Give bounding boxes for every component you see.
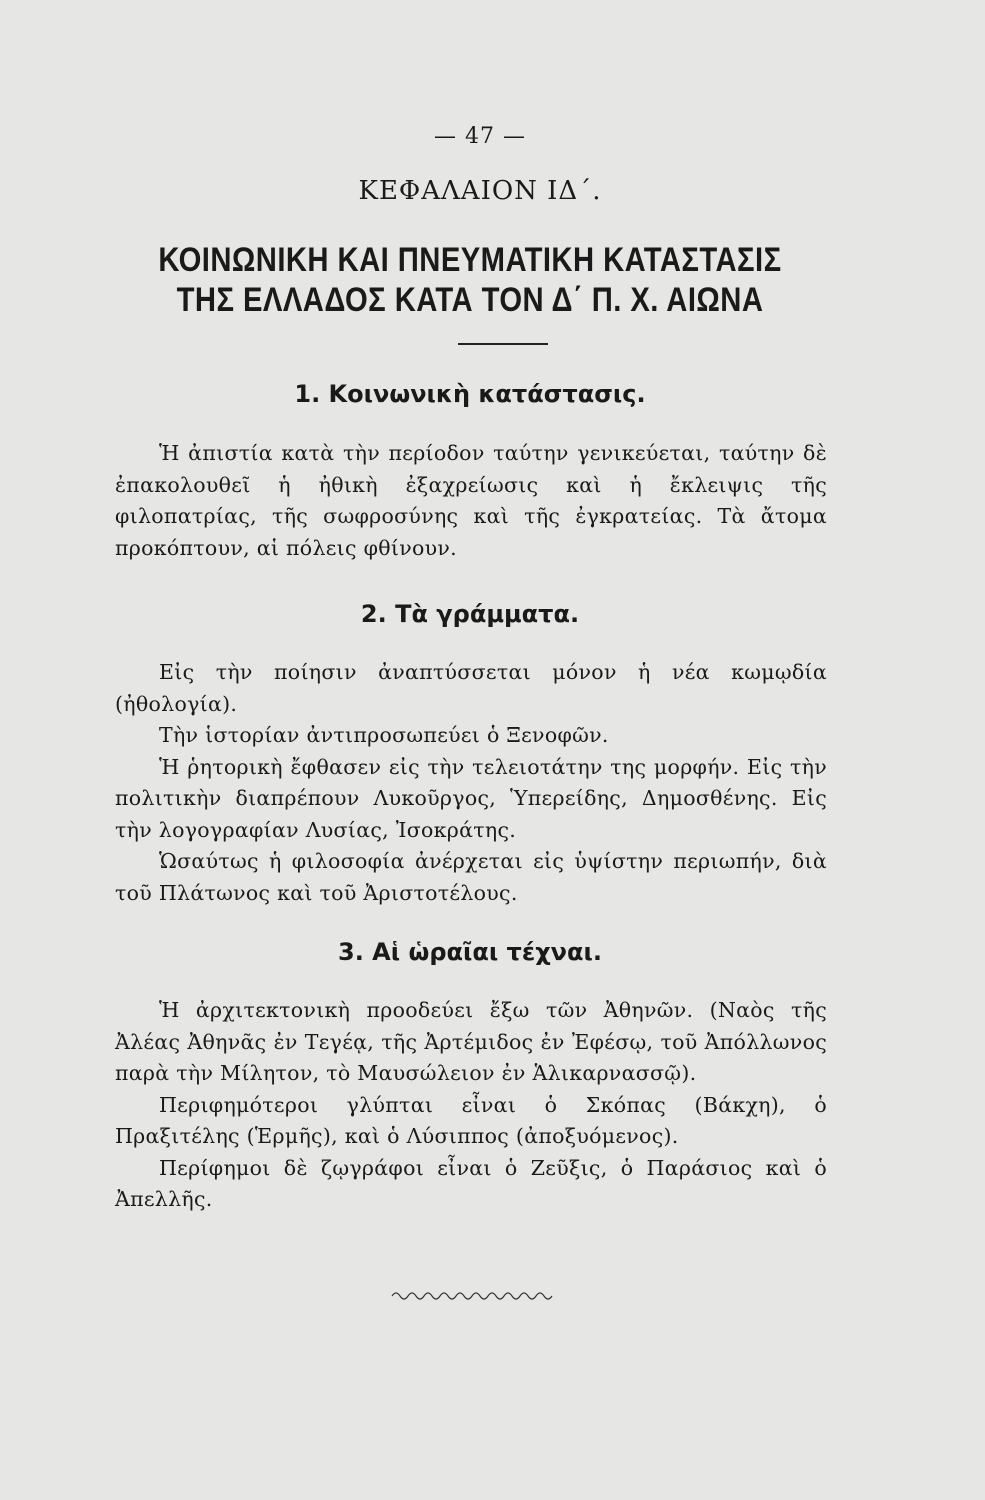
section-body-social [115, 438, 827, 564]
paragraph: Περίφημοι δὲ ζῳγράφοι εἶναι ὁ Ζεῦξις, ὁ Παράσιος καὶ ὁ Ἀπελλῆς. [115, 1155, 827, 1211]
paragraph: Τὴν ἱστορίαν ἀντιπροσωπεύει ὁ Ξενοφῶν. [159, 723, 609, 747]
paragraph: Ἡ ῥητορικὴ ἔφθασεν εἰς τὴν τελειοτάτην της μορφήν. Εἰς τὴν πολιτικὴν διαπρέπουν Λυκοῦργος, Ὑπερείδης, Δημοσθένης. Εἰς τὴν λογογραφίαν Λυσίας, Ἰσοκράτης. [115, 754, 827, 842]
paragraph: Εἰς τὴν ποίησιν ἀναπτύσσεται μόνον ἡ νέα κωμῳδία (ἠθολογία). [115, 660, 827, 716]
chapter-heading: ΚΕΦΑΛΑΙΟΝ ΙΔ΄. [358, 176, 602, 206]
paragraph: Ἡ ἀρχιτεκτονικὴ προοδεύει ἔξω τῶν Ἀθηνῶν. (Ναὸς τῆς Ἀλέας Ἀθηνᾶς ἐν Τεγέᾳ, τῆς Ἀρτέμιδος ἐν Ἐφέσῳ, τοῦ Ἀπόλλωνος παρὰ τὴν Μίλητον, τὸ Μαυσώλειον ἐν Ἁλικαρνασσῷ). [115, 998, 827, 1085]
paragraph: Ἡ ἀπιστία κατὰ τὴν περίοδον ταύτην γενικεύεται, ταύτην δὲ ἐπακολουθεῖ ἡ ἠθικὴ ἐξαχρείωσις καὶ ἡ ἔκλειψις τῆς φιλοπατρίας, τῆς σωφροσύνης καὶ τῆς ἐγκρατείας. Τὰ ἄτομα προκόπτουν, αἱ πόλεις φθίνουν. [115, 441, 827, 560]
section-body-fine-arts [115, 995, 827, 1216]
chapter-title [66, 240, 874, 320]
section-heading-letters: 2. Τὰ γράμματα. [360, 600, 580, 628]
paragraph: Περιφημότεροι γλύπται εἶναι ὁ Σκόπας (Βάκχη), ὁ Πραξιτέλης (Ἑρμῆς), καὶ ὁ Λύσιππος (ἀποξυόμενος). [115, 1092, 827, 1148]
page-number: — 47 — [434, 124, 526, 149]
section-heading-social: 1. Κοινωνικὴ κατάστασις. [294, 380, 646, 408]
section-body-letters [115, 657, 827, 909]
chapter-title-line-1: ΚΟΙΝΩΝΙΚΗ ΚΑΙ ΠΝΕΥΜΑΤΙΚΗ ΚΑΤΑΣΤΑΣΙΣ [158, 241, 782, 279]
section-heading-fine-arts: 3. Αἱ ὡραῖαι τέχναι. [338, 938, 602, 966]
wavy-end-ornament [390, 1288, 560, 1304]
title-divider [458, 343, 548, 345]
paragraph: Ὡσαύτως ἡ φιλοσοφία ἀνέρχεται εἰς ὑψίστην περιωπήν, διὰ τοῦ Πλάτωνος καὶ τοῦ Ἀριστοτέλους. [115, 849, 827, 905]
chapter-title-line-2: ΤΗΣ ΕΛΛΑΔΟΣ ΚΑΤΑ ΤΟΝ Δ΄ Π. Χ. ΑΙΩΝΑ [176, 281, 764, 319]
